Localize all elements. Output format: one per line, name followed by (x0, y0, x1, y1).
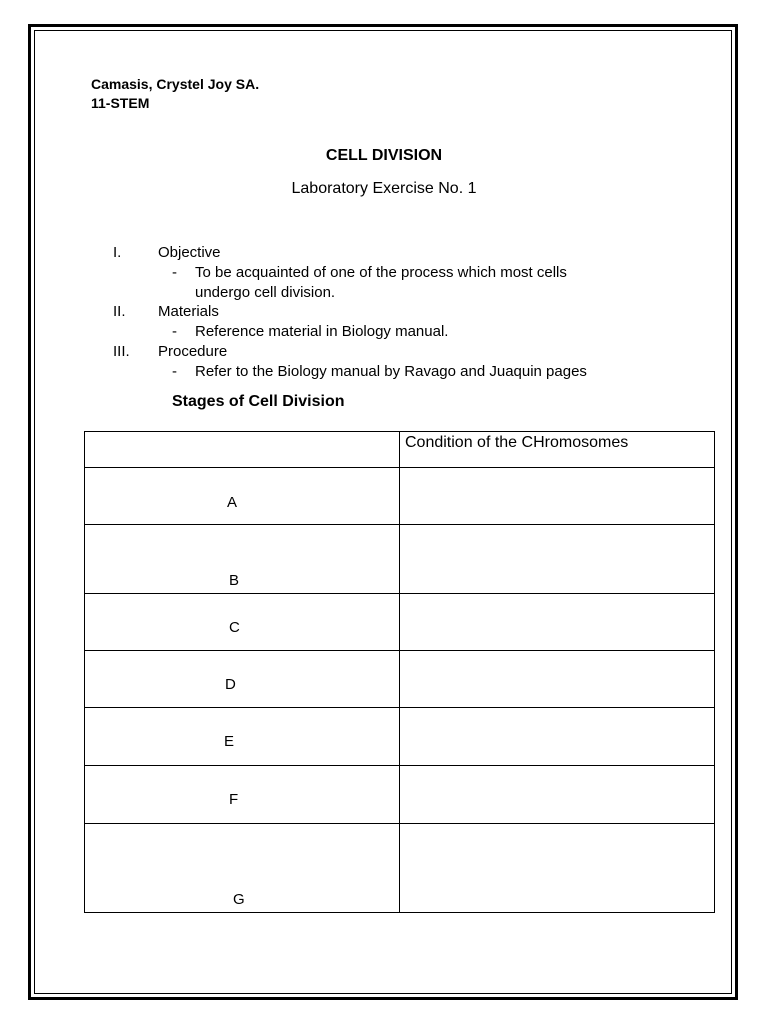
student-section: 11-STEM (91, 95, 150, 111)
table-header-row (85, 432, 715, 468)
stage-cell (85, 594, 400, 651)
table-header-cell (85, 432, 400, 468)
table-row (85, 594, 715, 651)
table-row (85, 525, 715, 594)
outline-item-objective-cont: undergo cell division. (195, 284, 336, 301)
outline-heading-objective: Objective (158, 244, 221, 261)
condition-cell[interactable] (400, 594, 715, 651)
stage-cell (85, 525, 400, 594)
stage-cell (85, 708, 400, 766)
stage-label: C (229, 619, 240, 636)
outline-number-2: II. (113, 303, 126, 320)
stages-heading: Stages of Cell Division (172, 393, 345, 410)
document-subtitle: Laboratory Exercise No. 1 (291, 180, 477, 197)
table-row (85, 766, 715, 824)
condition-column-header: Condition of the CHromosomes (405, 434, 629, 451)
outline-heading-materials: Materials (158, 303, 219, 320)
condition-cell[interactable] (400, 708, 715, 766)
outline-item-objective: To be acquainted of one of the process which most cells (195, 264, 567, 281)
stage-cell (85, 468, 400, 525)
outline-dash: - (172, 323, 177, 340)
stage-cell (85, 651, 400, 708)
outline-item-materials: Reference material in Biology manual. (195, 323, 449, 340)
stage-label: B (229, 572, 240, 589)
stage-label: G (233, 891, 245, 908)
condition-cell[interactable] (400, 766, 715, 824)
table-row (85, 651, 715, 708)
document-title: CELL DIVISION (325, 147, 443, 164)
outline-heading-procedure: Procedure (158, 343, 228, 360)
stage-label: E (224, 733, 235, 750)
condition-cell[interactable] (400, 525, 715, 594)
table-row (85, 708, 715, 766)
condition-cell[interactable] (400, 651, 715, 708)
outline-item-procedure: Refer to the Biology manual by Ravago and Juaquin pages (195, 363, 587, 380)
stage-label: D (225, 676, 236, 693)
stages-table (84, 431, 715, 913)
stage-label: A (227, 494, 238, 511)
outline-dash: - (172, 363, 177, 380)
condition-cell[interactable] (400, 824, 715, 913)
student-name: Camasis, Crystel Joy SA. (91, 76, 260, 92)
stage-label: F (229, 791, 239, 808)
table-row (85, 824, 715, 913)
outline-dash: - (172, 264, 177, 281)
outline-number-1: I. (113, 244, 122, 261)
outline-number-3: III. (113, 343, 130, 360)
stage-cell (85, 824, 400, 913)
condition-cell[interactable] (400, 468, 715, 525)
stage-cell (85, 766, 400, 824)
table-row (85, 468, 715, 525)
table-header-cell (400, 432, 715, 468)
